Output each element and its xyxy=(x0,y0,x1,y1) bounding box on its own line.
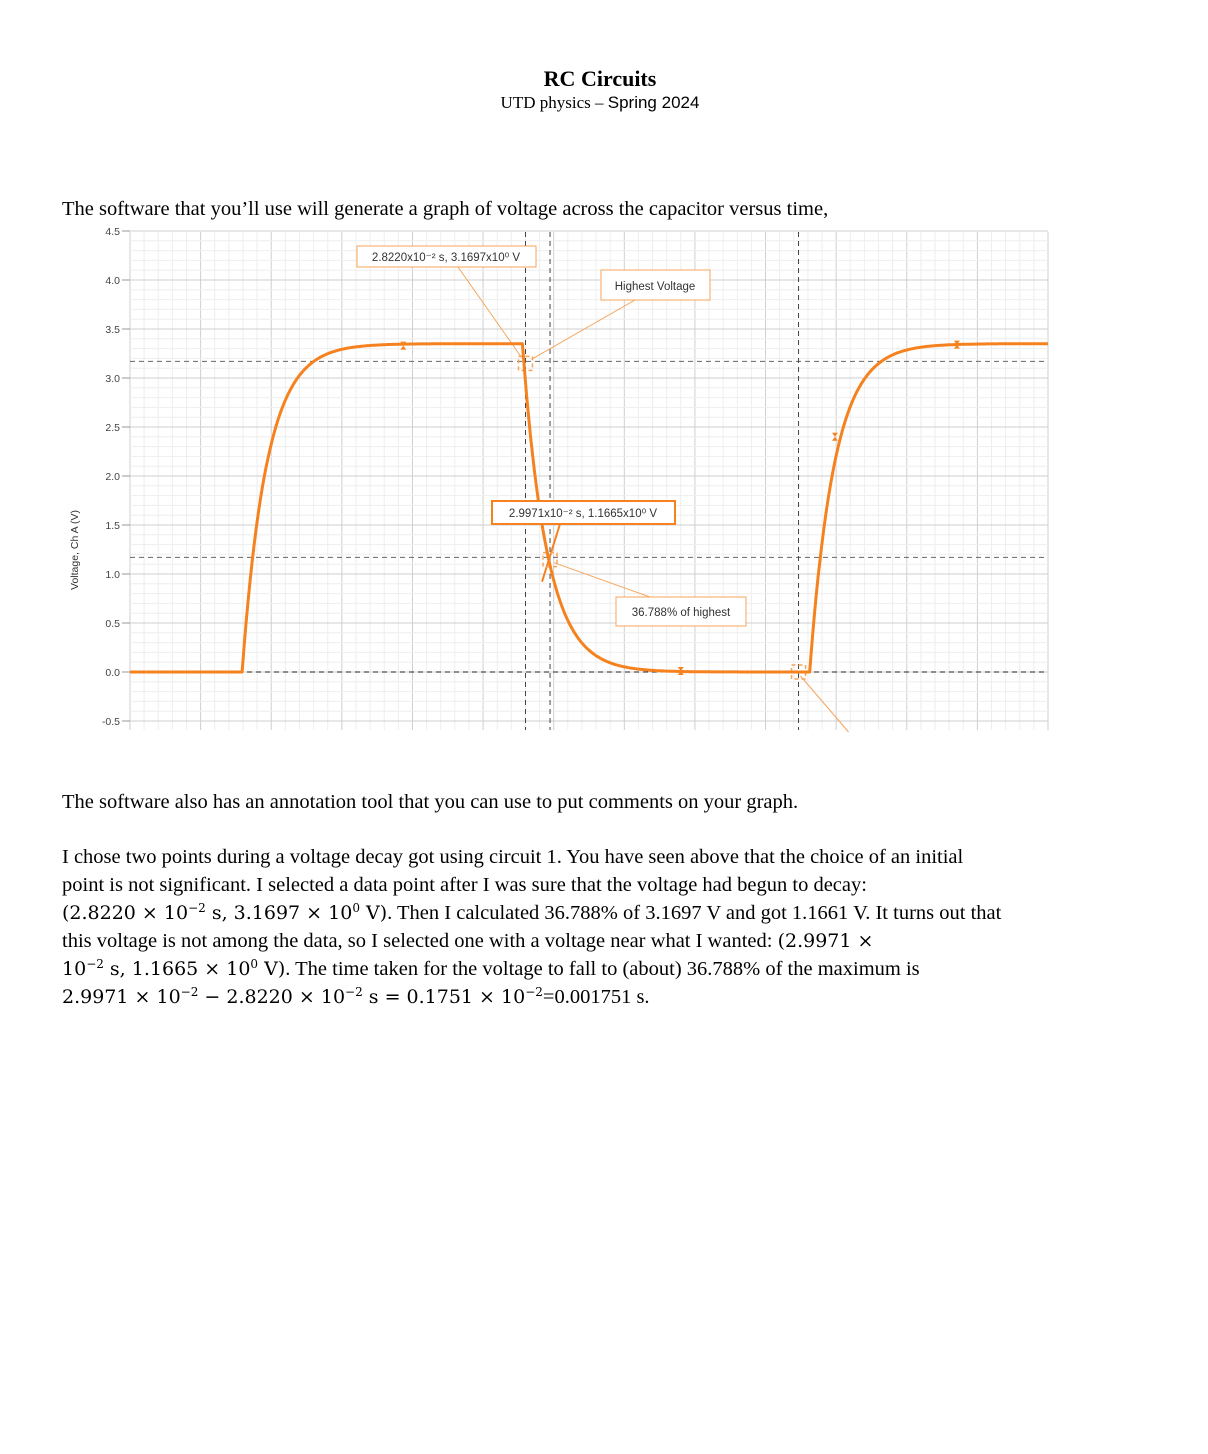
y-tick-label: 3.0 xyxy=(105,373,120,385)
annotation-label-percent: 36.788% of highest xyxy=(631,607,731,619)
y-tick-label: 1.0 xyxy=(105,569,120,581)
y-tick-label: 2.5 xyxy=(105,422,120,434)
point1-math: ($2.8220 \times 10^{-2}$ s, $3.1697 \times 10^0$ V) xyxy=(62,901,388,924)
annotation-label-point1: 2.8220x10⁻² s, 3.1697x10⁰ V xyxy=(371,252,521,264)
intro-paragraph: The software that you’ll use will generate a graph of voltage across the capacitor versus time, xyxy=(62,198,829,220)
y-tick-label: 4.0 xyxy=(105,275,120,287)
y-tick-label: 2.0 xyxy=(105,471,120,483)
body-line-1: I chose two points during a voltage decay got using circuit 1. You have seen above that the choice of an initial xyxy=(62,846,964,868)
body-line-6: $2.9971 \times 10^{-2} - 2.8220 \times 10^{-2}$ $s = 0.1751 \times 10^{-2}=0.001751$ s. xyxy=(62,985,650,1008)
y-tick-label: 0.5 xyxy=(105,618,120,630)
chart-grid xyxy=(130,231,1048,730)
body-line-5: $10^{-2}$ s, $1.1665 \times 10^0$ V). The time taken for the voltage to fall to (about) 36.788% of the maximum is xyxy=(62,957,920,980)
y-tick-label: 1.5 xyxy=(105,520,120,532)
annotation-box-percent[interactable] xyxy=(616,597,746,626)
y-tick-label: 4.5 xyxy=(105,226,120,238)
y-tick-label: 0.0 xyxy=(105,667,120,679)
y-tick-label: 3.5 xyxy=(105,324,120,336)
annotation-box-point1[interactable] xyxy=(357,246,536,267)
annotation-paragraph: The software also has an annotation tool that you can use to put comments on your graph. xyxy=(62,791,799,813)
annotation-box-point2[interactable] xyxy=(492,501,675,524)
annotation-box-highest[interactable] xyxy=(601,270,710,300)
page-title: RC Circuits xyxy=(543,66,657,91)
y-axis-label: Voltage, Ch A (V) xyxy=(69,510,81,590)
difference-math: $2.9971 \times 10^{-2} - 2.8220 \times 10^{-2}$ $s = 0.1751 \times 10^{-2}$ xyxy=(62,985,543,1008)
subtitle-dept: UTD physics – xyxy=(500,93,608,112)
point2-math: $10^{-2}$ s, $1.1665 \times 10^0$ V) xyxy=(62,957,286,980)
y-tick-label: -0.5 xyxy=(101,716,120,728)
body-line-4: this voltage is not among the data, so I selected one with a voltage near what I wanted: (2.9971 × xyxy=(62,930,874,952)
plot-area xyxy=(130,232,1048,730)
annotation-label-highest: Highest Voltage xyxy=(614,281,696,293)
page-header xyxy=(0,66,1208,114)
subtitle-term: Spring 2024 xyxy=(607,93,700,112)
body-paragraph xyxy=(62,843,1162,1011)
page-subtitle xyxy=(0,92,1208,114)
body-line-3: ($2.8220 \times 10^{-2}$ s, $3.1697 \times 10^0$ V). Then I calculated 36.788% of 3.1697 V and got 1.1661 V. It turns out that xyxy=(62,901,1002,924)
body-line-2: point is not significant. I selected a data point after I was sure that the voltage had begun to decay: xyxy=(62,874,867,896)
y-axis-ticks xyxy=(102,226,130,728)
voltage-chart xyxy=(60,220,1060,740)
annotation-label-point2: 2.9971x10⁻² s, 1.1665x10⁰ V xyxy=(508,508,658,520)
